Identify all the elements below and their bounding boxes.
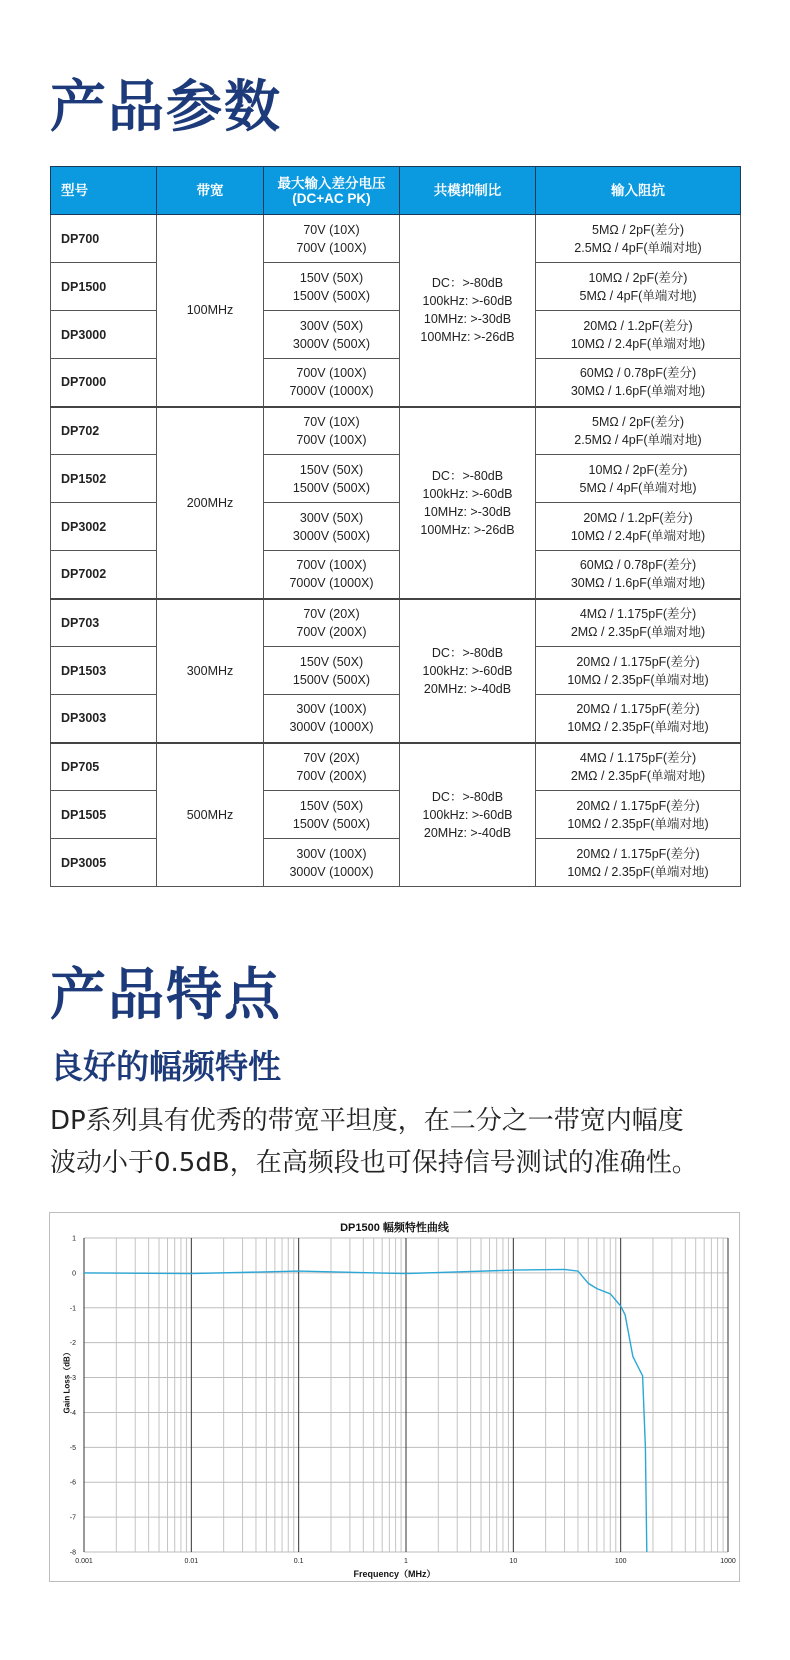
voltage-line: 1500V (500X) bbox=[292, 672, 371, 687]
voltage-line: 70V (10X) bbox=[303, 222, 360, 237]
section-title-features: 产品特点 bbox=[50, 963, 282, 1028]
voltage-line: 7000V (1000X) bbox=[289, 384, 374, 399]
cell-input-impedance bbox=[536, 551, 741, 599]
table-row bbox=[51, 551, 741, 599]
cmrr-line: 100MHz: >-26dB bbox=[420, 522, 515, 537]
impedance-line: 20MΩ / 1.175pF(差分) bbox=[576, 654, 700, 669]
feature-description-line1: DP系列具有优秀的带宽平坦度，在二分之一带宽内幅度 bbox=[50, 1106, 684, 1136]
y-tick-label: -3 bbox=[69, 1375, 76, 1383]
cell-model: DP1500 bbox=[51, 263, 157, 311]
cmrr-line: 20MHz: >-40dB bbox=[423, 681, 512, 696]
voltage-line: 1500V (500X) bbox=[292, 816, 371, 831]
cell-model: DP3002 bbox=[51, 503, 157, 551]
voltage-line: 150V (50X) bbox=[299, 462, 364, 477]
cell-model: DP703 bbox=[51, 599, 157, 647]
frequency-response-chart bbox=[49, 1212, 740, 1582]
impedance-line: 20MΩ / 1.2pF(差分) bbox=[583, 318, 693, 333]
y-tick-label: 1 bbox=[72, 1235, 76, 1243]
cell-max-diff-voltage bbox=[264, 791, 400, 839]
feature-subtitle: 良好的幅频特性 bbox=[50, 1047, 281, 1086]
impedance-line: 20MΩ / 1.2pF(差分) bbox=[583, 510, 693, 525]
cell-input-impedance bbox=[536, 455, 741, 503]
cell-model: DP1503 bbox=[51, 647, 157, 695]
voltage-line: 300V (100X) bbox=[296, 846, 367, 861]
cell-model: DP705 bbox=[51, 743, 157, 791]
cell-bandwidth: 300MHz bbox=[157, 599, 264, 743]
chart-x-axis-label: Frequency（MHz） bbox=[353, 1569, 436, 1579]
cell-max-diff-voltage bbox=[264, 647, 400, 695]
chart-y-axis-label: Gain Loss（dB） bbox=[62, 1348, 72, 1414]
y-tick-label: 0 bbox=[72, 1270, 76, 1278]
y-tick-label: -1 bbox=[69, 1305, 76, 1313]
table-row bbox=[51, 695, 741, 743]
cell-input-impedance bbox=[536, 503, 741, 551]
impedance-line: 5MΩ / 2pF(差分) bbox=[592, 414, 684, 429]
cell-model: DP7000 bbox=[51, 359, 157, 407]
cell-max-diff-voltage bbox=[264, 839, 400, 887]
table-header-row bbox=[51, 167, 741, 215]
cell-max-diff-voltage bbox=[264, 407, 400, 455]
cmrr-line: 100kHz: >-60dB bbox=[422, 807, 513, 822]
voltage-line: 300V (100X) bbox=[296, 702, 367, 717]
cell-max-diff-voltage bbox=[264, 215, 400, 263]
table-row bbox=[51, 743, 741, 791]
cell-max-diff-voltage bbox=[264, 263, 400, 311]
table-row bbox=[51, 599, 741, 647]
cell-model: DP3003 bbox=[51, 695, 157, 743]
impedance-line: 2MΩ / 2.35pF(单端对地) bbox=[570, 624, 706, 639]
voltage-line: 3000V (1000X) bbox=[289, 720, 374, 735]
voltage-line: 700V (100X) bbox=[296, 366, 367, 381]
cmrr-line: DC：>-80dB bbox=[431, 276, 504, 291]
cmrr-line: DC：>-80dB bbox=[431, 645, 504, 660]
cell-input-impedance bbox=[536, 407, 741, 455]
x-tick-label: 1 bbox=[404, 1558, 408, 1565]
chart-title: DP1500 幅频特性曲线 bbox=[340, 1222, 449, 1234]
voltage-line: 70V (20X) bbox=[303, 750, 360, 765]
x-tick-label: 0.001 bbox=[75, 1558, 93, 1565]
table-row bbox=[51, 455, 741, 503]
table-row bbox=[51, 839, 741, 887]
cmrr-line: 100MHz: >-26dB bbox=[420, 330, 515, 345]
cell-bandwidth: 100MHz bbox=[157, 215, 264, 407]
impedance-line: 10MΩ / 2.4pF(单端对地) bbox=[570, 528, 706, 543]
feature-description-line2: 波动小于0.5dB，在高频段也可保持信号测试的准确性。 bbox=[50, 1148, 698, 1178]
header-model: 型号 bbox=[51, 167, 157, 215]
impedance-line: 60MΩ / 0.78pF(差分) bbox=[579, 558, 697, 573]
header-max-diff-voltage-line1: 最大输入差分电压 bbox=[277, 175, 386, 191]
cell-max-diff-voltage bbox=[264, 455, 400, 503]
cell-model: DP702 bbox=[51, 407, 157, 455]
impedance-line: 20MΩ / 1.175pF(差分) bbox=[576, 702, 700, 717]
cmrr-line: 10MHz: >-30dB bbox=[423, 504, 512, 519]
voltage-line: 70V (10X) bbox=[303, 414, 360, 429]
y-tick-label: -5 bbox=[69, 1444, 76, 1452]
impedance-line: 5MΩ / 4pF(单端对地) bbox=[579, 288, 697, 303]
cell-cmrr bbox=[400, 215, 536, 407]
voltage-line: 150V (50X) bbox=[299, 654, 364, 669]
cell-model: DP3000 bbox=[51, 311, 157, 359]
impedance-line: 20MΩ / 1.175pF(差分) bbox=[576, 846, 700, 861]
cell-model: DP700 bbox=[51, 215, 157, 263]
cell-input-impedance bbox=[536, 311, 741, 359]
cmrr-line: DC：>-80dB bbox=[431, 789, 504, 804]
impedance-line: 60MΩ / 0.78pF(差分) bbox=[579, 366, 697, 381]
cell-input-impedance bbox=[536, 215, 741, 263]
cell-max-diff-voltage bbox=[264, 695, 400, 743]
x-tick-label: 100 bbox=[614, 1558, 627, 1565]
y-tick-label: -4 bbox=[69, 1409, 76, 1417]
impedance-line: 4MΩ / 1.175pF(差分) bbox=[579, 750, 697, 765]
cell-cmrr bbox=[400, 407, 536, 599]
cell-input-impedance bbox=[536, 263, 741, 311]
cell-model: DP3005 bbox=[51, 839, 157, 887]
header-bandwidth: 带宽 bbox=[157, 167, 264, 215]
x-tick-label: 10 bbox=[509, 1558, 518, 1565]
impedance-line: 30MΩ / 1.6pF(单端对地) bbox=[570, 384, 706, 399]
cell-input-impedance bbox=[536, 695, 741, 743]
table-row bbox=[51, 311, 741, 359]
impedance-line: 2.5MΩ / 4pF(单端对地) bbox=[574, 240, 702, 255]
cell-cmrr bbox=[400, 743, 536, 887]
impedance-line: 2.5MΩ / 4pF(单端对地) bbox=[574, 432, 702, 447]
voltage-line: 3000V (500X) bbox=[292, 528, 371, 543]
series-line bbox=[84, 1269, 647, 1552]
spec-table bbox=[50, 166, 741, 887]
impedance-line: 10MΩ / 2.35pF(单端对地) bbox=[567, 672, 709, 687]
y-tick-label: -6 bbox=[69, 1479, 76, 1487]
cell-cmrr bbox=[400, 599, 536, 743]
cmrr-line: 10MHz: >-30dB bbox=[423, 312, 512, 327]
voltage-line: 300V (50X) bbox=[299, 510, 364, 525]
cell-max-diff-voltage bbox=[264, 599, 400, 647]
cell-bandwidth: 500MHz bbox=[157, 743, 264, 887]
cell-input-impedance bbox=[536, 839, 741, 887]
voltage-line: 1500V (500X) bbox=[292, 288, 371, 303]
voltage-line: 700V (100X) bbox=[296, 240, 367, 255]
cmrr-line: 100kHz: >-60dB bbox=[422, 294, 513, 309]
voltage-line: 3000V (1000X) bbox=[289, 864, 374, 879]
cell-model: DP1505 bbox=[51, 791, 157, 839]
table-row bbox=[51, 215, 741, 263]
cmrr-line: DC：>-80dB bbox=[431, 468, 504, 483]
cmrr-line: 20MHz: >-40dB bbox=[423, 825, 512, 840]
header-cmrr: 共模抑制比 bbox=[400, 167, 536, 215]
cell-input-impedance bbox=[536, 791, 741, 839]
voltage-line: 700V (200X) bbox=[296, 768, 367, 783]
voltage-line: 700V (100X) bbox=[296, 432, 367, 447]
table-row bbox=[51, 263, 741, 311]
y-tick-label: -2 bbox=[69, 1340, 76, 1348]
table-row bbox=[51, 359, 741, 407]
cell-model: DP7002 bbox=[51, 551, 157, 599]
section-title-params: 产品参数 bbox=[50, 75, 282, 140]
x-tick-label: 0.1 bbox=[293, 1558, 304, 1565]
impedance-line: 30MΩ / 1.6pF(单端对地) bbox=[570, 576, 706, 591]
voltage-line: 7000V (1000X) bbox=[289, 576, 374, 591]
x-tick-label: 0.01 bbox=[184, 1558, 199, 1565]
impedance-line: 10MΩ / 2.35pF(单端对地) bbox=[567, 816, 709, 831]
table-row bbox=[51, 647, 741, 695]
voltage-line: 150V (50X) bbox=[299, 270, 364, 285]
cmrr-line: 100kHz: >-60dB bbox=[422, 663, 513, 678]
impedance-line: 10MΩ / 2pF(差分) bbox=[588, 462, 688, 477]
cell-input-impedance bbox=[536, 599, 741, 647]
voltage-line: 3000V (500X) bbox=[292, 336, 371, 351]
header-max-diff-voltage-line2: (DC+AC PK) bbox=[292, 190, 371, 206]
cell-model: DP1502 bbox=[51, 455, 157, 503]
voltage-line: 300V (50X) bbox=[299, 318, 364, 333]
cell-max-diff-voltage bbox=[264, 551, 400, 599]
header-max-diff-voltage bbox=[264, 167, 400, 215]
impedance-line: 10MΩ / 2.35pF(单端对地) bbox=[567, 864, 709, 879]
table-row bbox=[51, 791, 741, 839]
cell-max-diff-voltage bbox=[264, 503, 400, 551]
impedance-line: 5MΩ / 2pF(差分) bbox=[592, 222, 684, 237]
impedance-line: 2MΩ / 2.35pF(单端对地) bbox=[570, 768, 706, 783]
y-tick-label: -8 bbox=[69, 1549, 76, 1557]
chart-plot bbox=[50, 1213, 741, 1583]
table-row bbox=[51, 407, 741, 455]
cell-input-impedance bbox=[536, 359, 741, 407]
table-row bbox=[51, 503, 741, 551]
feature-description bbox=[50, 1100, 750, 1184]
impedance-line: 10MΩ / 2pF(差分) bbox=[588, 270, 688, 285]
voltage-line: 700V (100X) bbox=[296, 558, 367, 573]
cmrr-line: 100kHz: >-60dB bbox=[422, 486, 513, 501]
cell-max-diff-voltage bbox=[264, 743, 400, 791]
voltage-line: 70V (20X) bbox=[303, 606, 360, 621]
header-input-impedance: 输入阻抗 bbox=[536, 167, 741, 215]
cell-bandwidth: 200MHz bbox=[157, 407, 264, 599]
cell-input-impedance bbox=[536, 647, 741, 695]
impedance-line: 5MΩ / 4pF(单端对地) bbox=[579, 480, 697, 495]
impedance-line: 20MΩ / 1.175pF(差分) bbox=[576, 798, 700, 813]
cell-max-diff-voltage bbox=[264, 359, 400, 407]
voltage-line: 700V (200X) bbox=[296, 624, 367, 639]
impedance-line: 4MΩ / 1.175pF(差分) bbox=[579, 606, 697, 621]
voltage-line: 1500V (500X) bbox=[292, 480, 371, 495]
cell-input-impedance bbox=[536, 743, 741, 791]
impedance-line: 10MΩ / 2.35pF(单端对地) bbox=[567, 720, 709, 735]
cell-max-diff-voltage bbox=[264, 311, 400, 359]
voltage-line: 150V (50X) bbox=[299, 798, 364, 813]
y-tick-label: -7 bbox=[69, 1514, 76, 1522]
impedance-line: 10MΩ / 2.4pF(单端对地) bbox=[570, 336, 706, 351]
x-tick-label: 1000 bbox=[720, 1558, 736, 1565]
